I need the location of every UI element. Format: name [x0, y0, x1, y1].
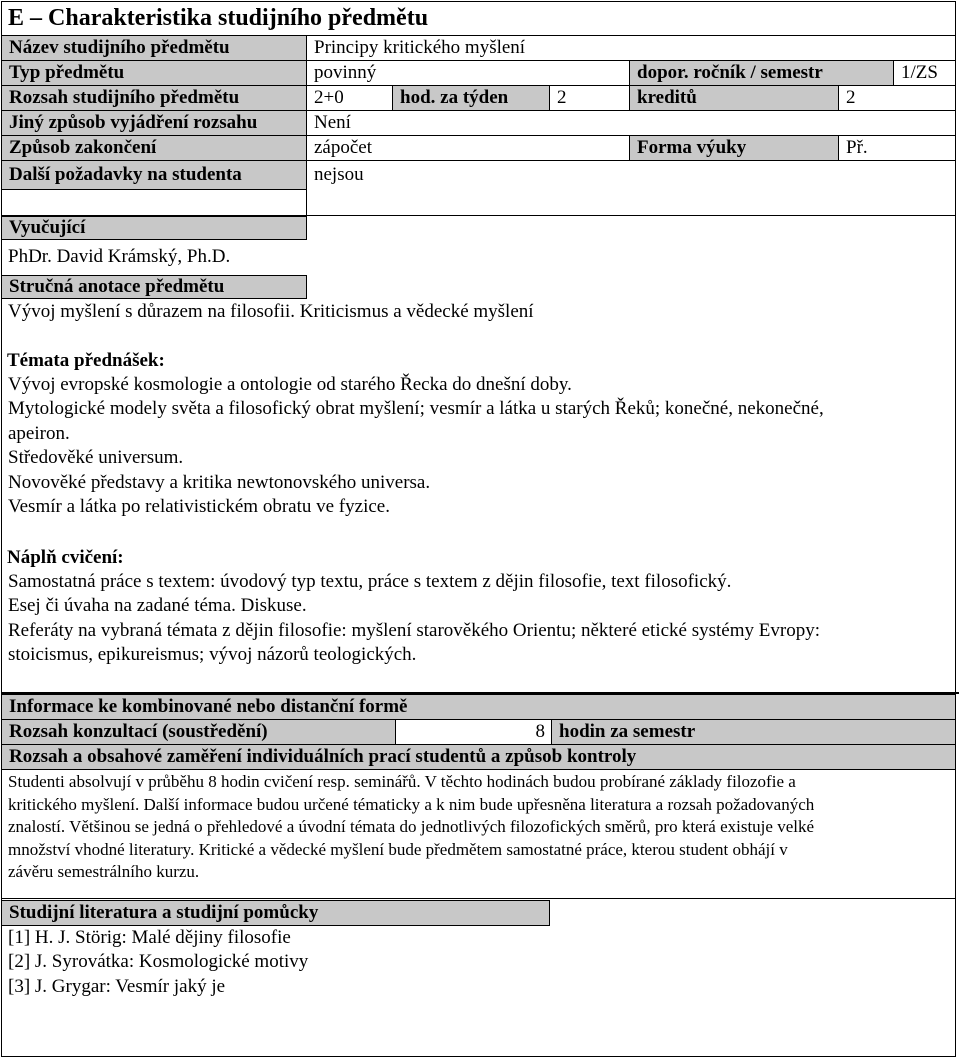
consult-label: Rozsah konzultací (soustředění) [1, 719, 396, 745]
name-value: Principy kritického myšlení [306, 35, 956, 61]
range-label: Rozsah studijního předmětu [1, 85, 307, 111]
individual-line: znalostí. Většinou se jedná o přehledové a úvodní témata do jednotlivých filozofických směrů, pro která existuje velké [8, 817, 815, 837]
hours-label: hod. za týden [392, 85, 550, 111]
type-value: povinný [306, 60, 630, 86]
consult-unit: hodin za semestr [551, 719, 956, 745]
range-value: 2+0 [306, 85, 393, 111]
credits-label: kreditů [629, 85, 839, 111]
requirements-label: Další požadavky na studenta [1, 160, 307, 190]
credits-value: 2 [838, 85, 956, 111]
divider [1, 898, 956, 899]
literature-item: [1] H. J. Störig: Malé dějiny filosofie [8, 927, 291, 948]
lecture-line: apeiron. [8, 422, 70, 444]
other-range-label: Jiný způsob vyjádření rozsahu [1, 110, 307, 136]
individual-line: Studenti absolvují v průběhu 8 hodin cvičení resp. seminářů. V těchto hodinách budou probírané základy filozofie a [8, 772, 796, 791]
teachers-heading: Vyučující [1, 216, 307, 240]
exercises-heading: Náplň cvičení: [7, 547, 124, 568]
exercises-list [1, 570, 956, 668]
lecture-line: Vesmír a látka po relativistickém obratu ve fyzice. [8, 496, 390, 518]
completion-label: Způsob zakončení [1, 135, 307, 161]
form-value: Př. [838, 135, 956, 161]
lecture-line: Vývoj evropské kosmologie a ontologie od starého Řecka do dnešní doby. [8, 374, 572, 395]
annotation-text: Vývoj myšlení s důrazem na filosofii. Kriticismus a vědecké myšlení [8, 301, 534, 322]
type-label: Typ předmětu [1, 60, 307, 86]
exercise-line: stoicismus, epikureismus; vývoj názorů teologických. [8, 644, 417, 666]
lecture-line: Středověké universum. [8, 447, 184, 469]
other-range-value: Není [306, 110, 956, 136]
form-label: Forma výuky [629, 135, 839, 161]
page-title: E – Charakteristika studijního předmětu [8, 5, 429, 31]
exercise-line: Esej či úvaha na zadané téma. Diskuse. [8, 595, 307, 617]
year-label: dopor. ročník / semestr [629, 60, 894, 86]
lectures-list [1, 373, 956, 519]
name-label: Název studijního předmětu [1, 35, 307, 61]
year-value: 1/ZS [893, 60, 956, 86]
exercise-line: Samostatná práce s textem: úvodový typ textu, práce s textem z dějin filosofie, text filosofický. [8, 571, 732, 592]
individual-heading: Rozsah a obsahové zaměření individuálních prací studentů a způsob kontroly [1, 744, 956, 770]
individual-line: závěru semestrálního kurzu. [8, 862, 200, 882]
lectures-heading: Témata přednášek: [7, 350, 165, 371]
requirements-value: nejsou [306, 160, 956, 216]
individual-text [1, 771, 956, 884]
lecture-line: Mytologické modely světa a filosofický obrat myšlení; vesmír a látka u starých Řeků; konečné, nekonečné, [8, 398, 824, 420]
lecture-line: Novověké představy a kritika newtonovského universa. [8, 471, 431, 493]
literature-item: [3] J. Grygar: Vesmír jaký je [8, 975, 226, 997]
hours-value: 2 [549, 85, 630, 111]
literature-heading: Studijní literatura a studijní pomůcky [1, 900, 550, 926]
annotation-heading: Stručná anotace předmětu [1, 275, 307, 299]
individual-line: množství vhodné literatury. Kritické a vědecké myšlení bude předmětem samostatné práce, kterou student obhájí v [8, 839, 788, 859]
consult-value: 8 [395, 719, 552, 745]
exercise-line: Referáty na vybraná témata z dějin filosofie: myšlení starověkého Orientu; některé etické systémy Evropy: [8, 619, 820, 641]
literature-item: [2] J. Syrovátka: Kosmologické motivy [8, 951, 309, 973]
teachers-names: PhDr. David Krámský, Ph.D. [8, 246, 231, 267]
completion-value: zápočet [306, 135, 630, 161]
distance-heading: Informace ke kombinované nebo distanční formě [1, 694, 956, 720]
individual-line: kritického myšlení. Další informace budou určené tématicky a k nim bude upřesněna literatura a rozsah požadovaných [8, 794, 815, 814]
literature-list [1, 926, 956, 999]
